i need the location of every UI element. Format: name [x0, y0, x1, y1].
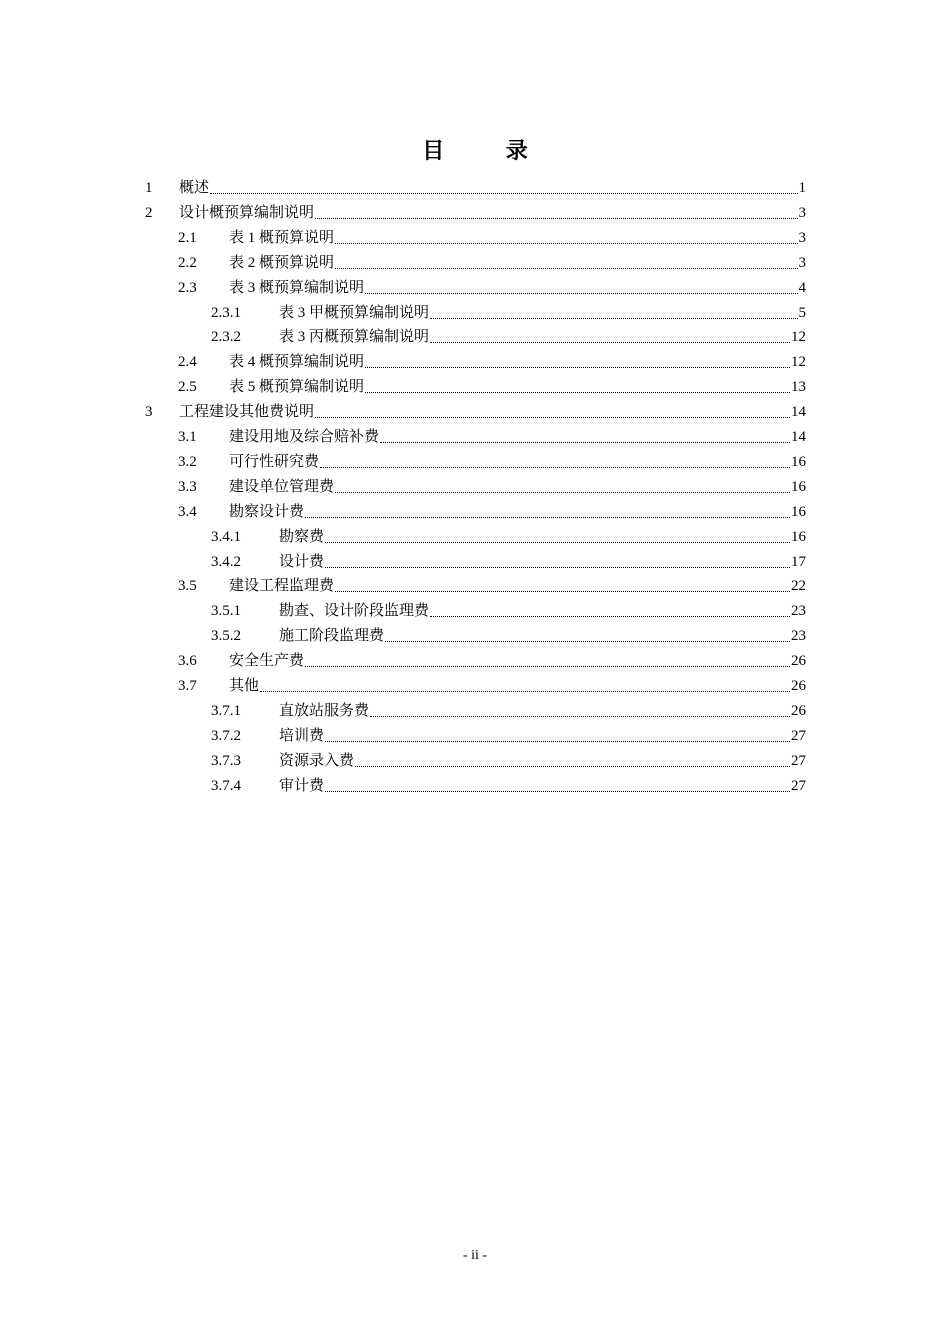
toc-entry-title: 表 2 概预算说明: [229, 254, 335, 271]
toc-entry-title: 资源录入费: [279, 752, 355, 769]
toc-entry[interactable]: [211, 524, 806, 549]
toc-entry-page: 3: [798, 254, 806, 271]
toc-dot-leader: [315, 203, 797, 219]
toc-entry[interactable]: [145, 200, 806, 225]
toc-entry[interactable]: [211, 773, 806, 798]
toc-entry-number: 2: [145, 204, 153, 221]
toc-dot-leader: [325, 527, 790, 543]
toc-entry[interactable]: [211, 324, 806, 349]
toc-entry[interactable]: [211, 623, 806, 648]
toc-dot-leader: [305, 502, 790, 518]
toc-entry-number: 3.7.3: [211, 752, 241, 769]
toc-entry[interactable]: [211, 748, 806, 773]
toc-entry[interactable]: [178, 374, 806, 399]
toc-entry-page: 26: [791, 653, 806, 670]
toc-entry-page: 16: [791, 453, 806, 470]
toc-entry-number: 2.1: [178, 229, 197, 246]
toc-entry-title: 直放站服务费: [279, 702, 370, 719]
toc-entry-number: 2.2: [178, 254, 197, 271]
toc-dot-leader: [315, 402, 790, 418]
toc-entry-page: 16: [791, 528, 806, 545]
toc-entry-title: 建设单位管理费: [229, 478, 335, 495]
toc-entry-number: 3.5: [178, 578, 197, 595]
toc-entry-title: 表 3 概预算编制说明: [229, 279, 365, 296]
toc-entry-page: 27: [791, 727, 806, 744]
toc-entry-page: 3: [798, 204, 806, 221]
toc-dot-leader: [325, 776, 790, 792]
toc-entry-page: 4: [798, 279, 806, 296]
toc-entry-page: 16: [791, 478, 806, 495]
toc-entry[interactable]: [211, 549, 806, 574]
toc-entry-number: 3.7.2: [211, 727, 241, 744]
toc-entry-title: 表 3 丙概预算编制说明: [279, 329, 430, 346]
toc-entry[interactable]: [178, 648, 806, 673]
toc-dot-leader: [260, 676, 790, 692]
toc-dot-leader: [365, 377, 790, 393]
toc-entry-number: 3: [145, 404, 153, 421]
toc-entry-page: 13: [791, 379, 806, 396]
toc-entry-title: 施工阶段监理费: [279, 628, 385, 645]
toc-entry-page: 12: [791, 354, 806, 371]
toc-entry-page: 16: [791, 503, 806, 520]
toc-entry-number: 2.5: [178, 379, 197, 396]
toc-entry[interactable]: [178, 673, 806, 698]
toc-entry-page: 23: [791, 628, 806, 645]
toc-entry-number: 3.2: [178, 453, 197, 470]
toc-entry[interactable]: [145, 175, 806, 200]
toc-entry[interactable]: [211, 598, 806, 623]
toc-entry-number: 3.4: [178, 503, 197, 520]
toc-entry-title: 设计概预算编制说明: [179, 204, 315, 221]
toc-dot-leader: [210, 178, 797, 194]
toc-dot-leader: [430, 327, 790, 343]
toc-entry-page: 22: [791, 578, 806, 595]
toc-entry-title: 审计费: [279, 777, 325, 794]
toc-entry-title: 工程建设其他费说明: [179, 404, 315, 421]
toc-entry[interactable]: [211, 300, 806, 325]
toc-dot-leader: [335, 253, 797, 269]
toc-entry-title: 表 1 概预算说明: [229, 229, 335, 246]
toc-entry-page: 14: [791, 429, 806, 445]
toc-entry-title: 表 3 甲概预算编制说明: [279, 304, 430, 321]
toc-entry-title: 设计费: [279, 553, 325, 570]
toc-dot-leader: [335, 576, 790, 592]
toc-dot-leader: [385, 626, 790, 642]
toc-dot-leader: [380, 427, 790, 443]
toc-entry-title: 勘查、设计阶段监理费: [279, 603, 430, 620]
toc-entry-page: 23: [791, 603, 806, 620]
toc-entry-number: 3.7.1: [211, 702, 241, 719]
toc-entry[interactable]: [211, 723, 806, 748]
toc-dot-leader: [335, 228, 797, 244]
toc-entry-title: 勘察设计费: [229, 503, 305, 520]
toc-entry-page: 17: [791, 553, 806, 570]
toc-dot-leader: [365, 352, 790, 368]
toc-entry-number: 3.4.1: [211, 528, 241, 545]
toc-entry[interactable]: [178, 499, 806, 524]
toc-entry[interactable]: [178, 349, 806, 374]
toc-entry[interactable]: [178, 474, 806, 499]
toc-entry-title: 勘察费: [279, 528, 325, 545]
toc-entry-title: 其他: [229, 678, 260, 694]
toc-entry-page: 1: [798, 180, 806, 196]
toc-entry[interactable]: [145, 399, 806, 424]
toc-entry[interactable]: [178, 225, 806, 250]
toc-dot-leader: [365, 278, 797, 294]
toc-entry-number: 2.3: [178, 279, 197, 296]
toc-entry-number: 1: [145, 180, 153, 196]
toc-entry-number: 2.3.1: [211, 304, 241, 321]
toc-entry[interactable]: [178, 250, 806, 275]
toc-entry-number: 3.7: [178, 678, 197, 694]
toc-dot-leader: [430, 303, 797, 319]
toc-entry[interactable]: [178, 275, 806, 300]
toc-entry-number: 3.5.2: [211, 628, 241, 645]
toc-entry-number: 3.4.2: [211, 553, 241, 570]
toc-entry-number: 3.5.1: [211, 603, 241, 620]
toc-dot-leader: [325, 726, 790, 742]
toc-entry-title: 概述: [179, 180, 210, 196]
toc-entry-title: 培训费: [279, 727, 325, 744]
toc-dot-leader: [325, 552, 790, 568]
toc-dot-leader: [430, 601, 790, 617]
toc-entry-page: 3: [798, 229, 806, 246]
toc-entry-page: 5: [798, 304, 806, 321]
toc-entry[interactable]: [178, 449, 806, 474]
toc-entry-title: 可行性研究费: [229, 453, 320, 470]
toc-dot-leader: [355, 751, 790, 767]
toc-entry-page: 26: [791, 702, 806, 719]
toc-entry-title: 建设用地及综合赔补费: [229, 429, 380, 445]
toc-title: 目 录: [422, 138, 556, 163]
toc-entry-page: 26: [791, 678, 806, 694]
toc-entry-number: 2.3.2: [211, 329, 241, 346]
toc-entry-title: 表 4 概预算编制说明: [229, 354, 365, 371]
toc-entry-title: 建设工程监理费: [229, 578, 335, 595]
toc-entry-number: 2.4: [178, 354, 197, 371]
toc-entry-number: 3.6: [178, 653, 197, 670]
toc-entry[interactable]: [178, 424, 806, 449]
toc-entry-number: 3.1: [178, 429, 197, 445]
toc-entry-number: 3.3: [178, 478, 197, 495]
toc-dot-leader: [320, 452, 790, 468]
toc-entry-page: 27: [791, 777, 806, 794]
toc-entry-page: 14: [791, 404, 806, 421]
toc-entry-number: 3.7.4: [211, 777, 241, 794]
toc-entry[interactable]: [178, 573, 806, 598]
toc-entry[interactable]: [211, 698, 806, 723]
page-number-footer: - ii -: [462, 1248, 488, 1263]
toc-entry-title: 安全生产费: [229, 653, 305, 670]
toc-dot-leader: [370, 701, 790, 717]
toc-dot-leader: [305, 651, 790, 667]
toc-entry-title: 表 5 概预算编制说明: [229, 379, 365, 396]
toc-entry-page: 27: [791, 752, 806, 769]
toc-entry-page: 12: [791, 329, 806, 346]
toc-dot-leader: [335, 477, 790, 493]
